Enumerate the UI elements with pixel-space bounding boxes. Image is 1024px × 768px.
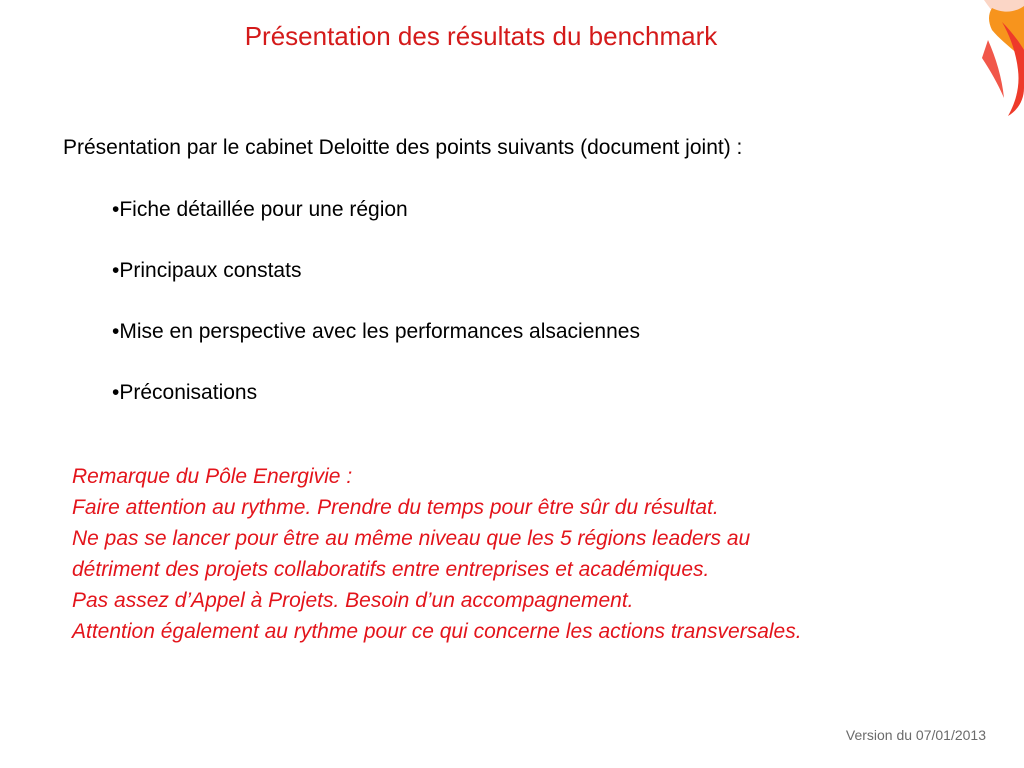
remark-line: Faire attention au rythme. Prendre du temps pour être sûr du résultat. <box>72 496 719 519</box>
remark-block <box>72 461 1002 647</box>
bullet-item: •Principaux constats <box>112 259 302 282</box>
logo-red-fold-shape <box>982 40 1004 98</box>
remark-line: Pas assez d’Appel à Projets. Besoin d’un accompagnement. <box>72 589 634 612</box>
remark-line: Ne pas se lancer pour être au même niveau que les 5 régions leaders au <box>72 527 751 550</box>
remark-line: détriment des projets collaboratifs entre entreprises et académiques. <box>72 558 710 581</box>
slide-title: Présentation des résultats du benchmark <box>244 21 718 51</box>
bullet-list <box>112 196 640 440</box>
version-footer: Version du 07/01/2013 <box>845 727 986 743</box>
bullet-item: •Préconisations <box>112 381 258 404</box>
remark-heading: Remarque du Pôle Energivie : <box>72 465 353 488</box>
remark-line: Attention également au rythme pour ce qui concerne les actions transversales. <box>72 620 802 643</box>
bullet-item: •Fiche détaillée pour une région <box>112 198 408 221</box>
bullet-item: •Mise en perspective avec les performances alsaciennes <box>112 320 640 343</box>
ribbon-logo-icon <box>944 0 1024 120</box>
intro-text: Présentation par le cabinet Deloitte des points suivants (document joint) : <box>63 136 743 159</box>
